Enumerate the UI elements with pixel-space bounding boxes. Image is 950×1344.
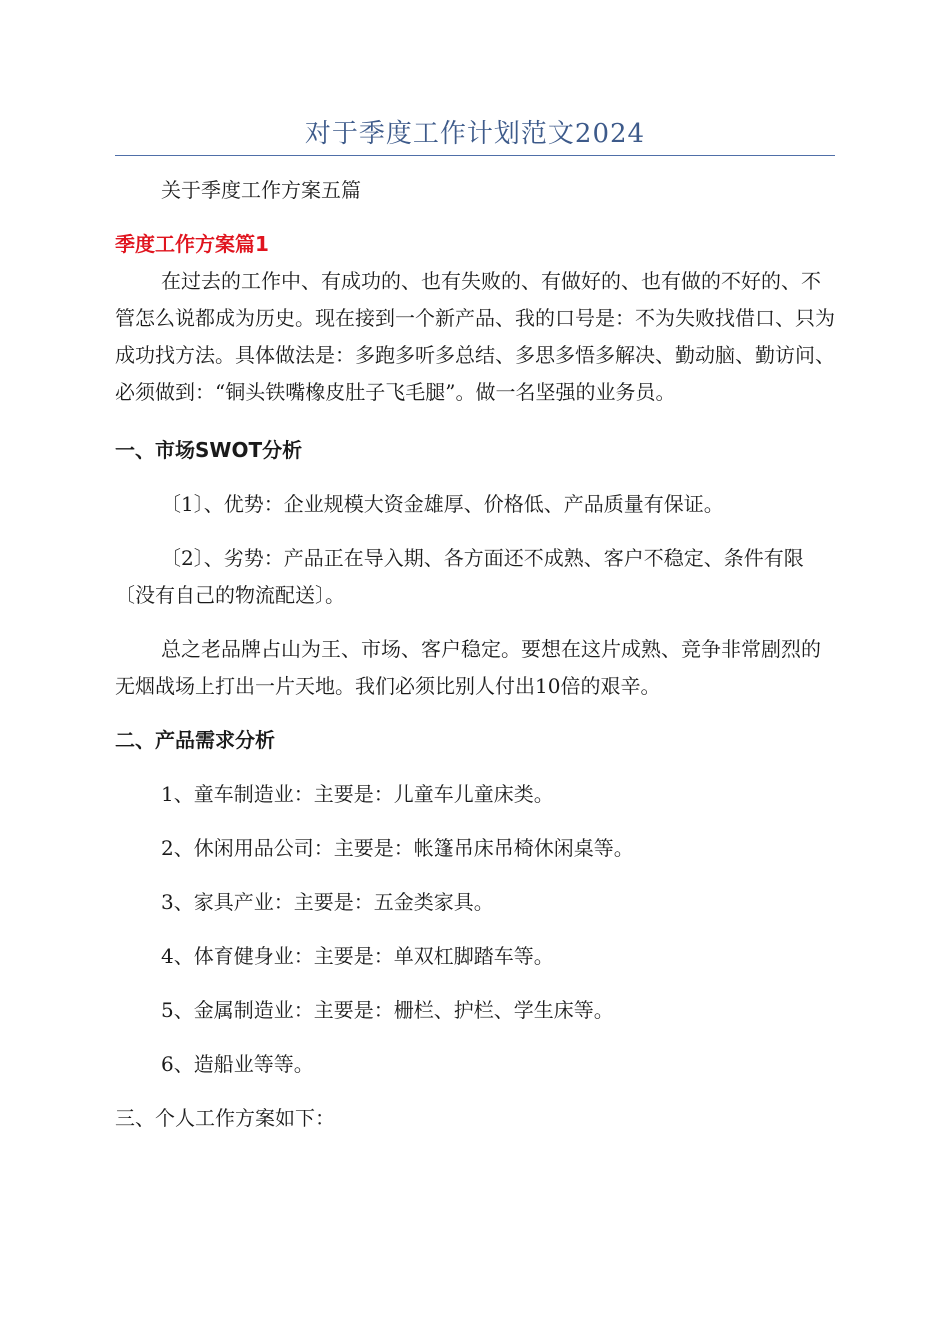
plan-heading: 三、个人工作方案如下： <box>115 1106 335 1130</box>
demand-item: 3、家具产业：主要是：五金类家具。 <box>161 890 494 914</box>
swot-strength: 〔1〕、优势：企业规模大资金雄厚、价格低、产品质量有保证。 <box>161 492 724 516</box>
demand-item: 1、童车制造业：主要是：儿童车儿童床类。 <box>161 782 554 806</box>
demand-item: 6、造船业等等。 <box>161 1052 314 1076</box>
demand-item: 5、金属制造业：主要是：栅栏、护栏、学生床等。 <box>161 998 614 1022</box>
intro-paragraph: 在过去的工作中、有成功的、也有失败的、有做好的、也有做的不好的、不管怎么说都成为历史。现在接到一个新产品、我的口号是：不为失败找借口、只为成功找方法。具体做法是：多跑多听多总结、多思多悟多解决、勤动脑、勤访问、必须做到：“铜头铁嘴橡皮肚子飞毛腿”。做一名坚强的业务员。 <box>115 269 835 404</box>
swot-heading: 一、市场SWOT分析 <box>115 438 303 462</box>
document-body <box>115 172 835 1137</box>
swot-weakness: 〔2〕、劣势：产品正在导入期、各方面还不成熟、客户不稳定、条件有限〔没有自己的物流配送〕。 <box>115 546 804 607</box>
title-underline <box>115 155 835 156</box>
demand-item: 4、体育健身业：主要是：单双杠脚踏车等。 <box>161 944 554 968</box>
swot-summary: 总之老品牌占山为王、市场、客户稳定。要想在这片成熟、竞争非常剧烈的无烟战场上打出一片天地。我们必须比别人付出10倍的艰辛。 <box>115 637 821 698</box>
demand-heading: 二、产品需求分析 <box>115 728 275 752</box>
section-heading-plan-1: 季度工作方案篇1 <box>115 232 269 256</box>
document-title: 对于季度工作计划范文2024 <box>304 119 646 149</box>
document-subtitle: 关于季度工作方案五篇 <box>161 178 361 202</box>
demand-item: 2、休闲用品公司：主要是：帐篷吊床吊椅休闲桌等。 <box>161 836 634 860</box>
